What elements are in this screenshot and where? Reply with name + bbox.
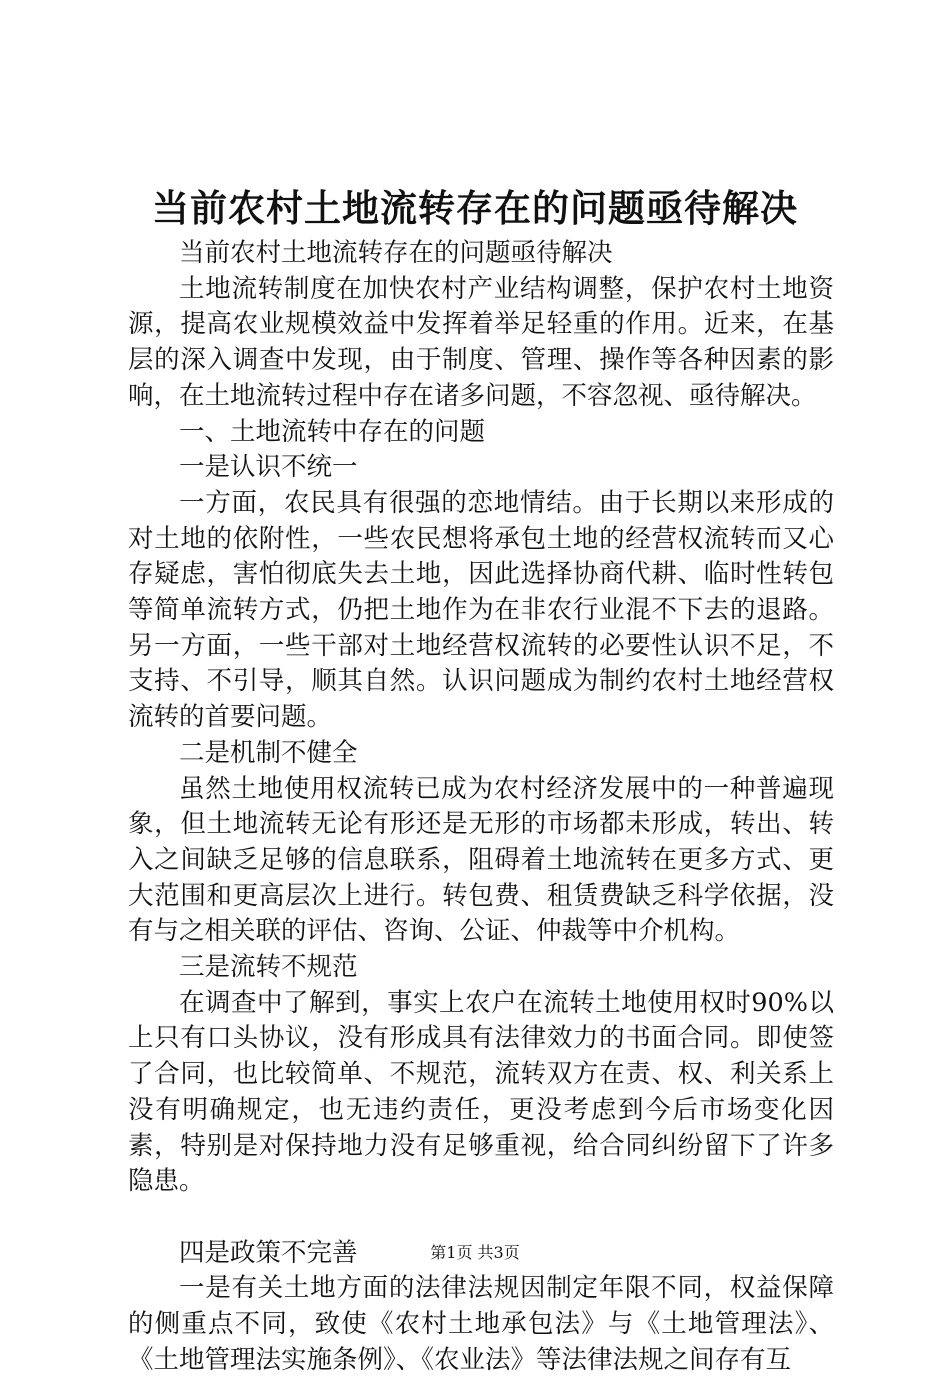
page-footer: 第1页 共3页 [430,1243,520,1262]
document-body [128,236,834,1378]
paragraph-3: 在调查中了解到，事实上农户在流转土地使用权时90%以上只有口头协议，没有形成具有法律效力的书面合同。即使签了合同，也比较简单、不规范，流转双方在责、权、利关系上没有明确规定，也无违约责任，更没考虑到今后市场变化因素，特别是对保持地力没有足够重视，给合同纠纷留下了许多隐患。 [128,987,834,1197]
section-heading: 一、土地流转中存在的问题 [179,416,486,447]
paragraph-1: 一方面，农民具有很强的恋地情结。由于长期以来形成的对土地的依附性，一些农民想将承包土地的经营权流转而又心存疑虑，害怕彻底失去土地，因此选择协商代耕、临时性转包等简单流转方式，仍把土地作为在非农行业混不下去的退路。另一方面，一些干部对土地经营权流转的必要性认识不足，不支持、不引导，顺其自然。认识问题成为制约农村土地经营权流转的首要问题。 [128,487,834,733]
paragraph-2: 虽然土地使用权流转已成为农村经济发展中的一种普遍现象，但土地流转无论有形还是无形的市场都未形成，转出、转入之间缺乏足够的信息联系，阻碍着土地流转在更多方式、更大范围和更高层次上进行。转包费、租赁费缺乏科学依据，没有与之相关联的评估、咨询、公证、仲裁等中介机构。 [128,773,834,947]
document-title: 当前农村土地流转存在的问题亟待解决 [152,186,798,230]
subheading-1: 一是认识不统一 [179,452,358,483]
paragraph-4: 一是有关土地方面的法律法规因制定年限不同，权益保障的侧重点不同，致使《农村土地承包法》与《土地管理法》、《土地管理法实施条例》、《农业法》等法律法规之间存有互 [128,1273,834,1375]
subheading-4: 四是政策不完善 [179,1237,358,1268]
subheading-3: 三是流转不规范 [179,952,358,983]
paragraph-intro: 土地流转制度在加快农村产业结构调整，保护农村土地资源，提高农业规模效益中发挥着举足轻重的作用。近来，在基层的深入调查中发现，由于制度、管理、操作等各种因素的影响，在土地流转过程中存在诸多问题，不容忽视、亟待解决。 [128,273,834,411]
paragraph-subtitle: 当前农村土地流转存在的问题亟待解决 [179,238,613,268]
subheading-2: 二是机制不健全 [179,737,358,768]
